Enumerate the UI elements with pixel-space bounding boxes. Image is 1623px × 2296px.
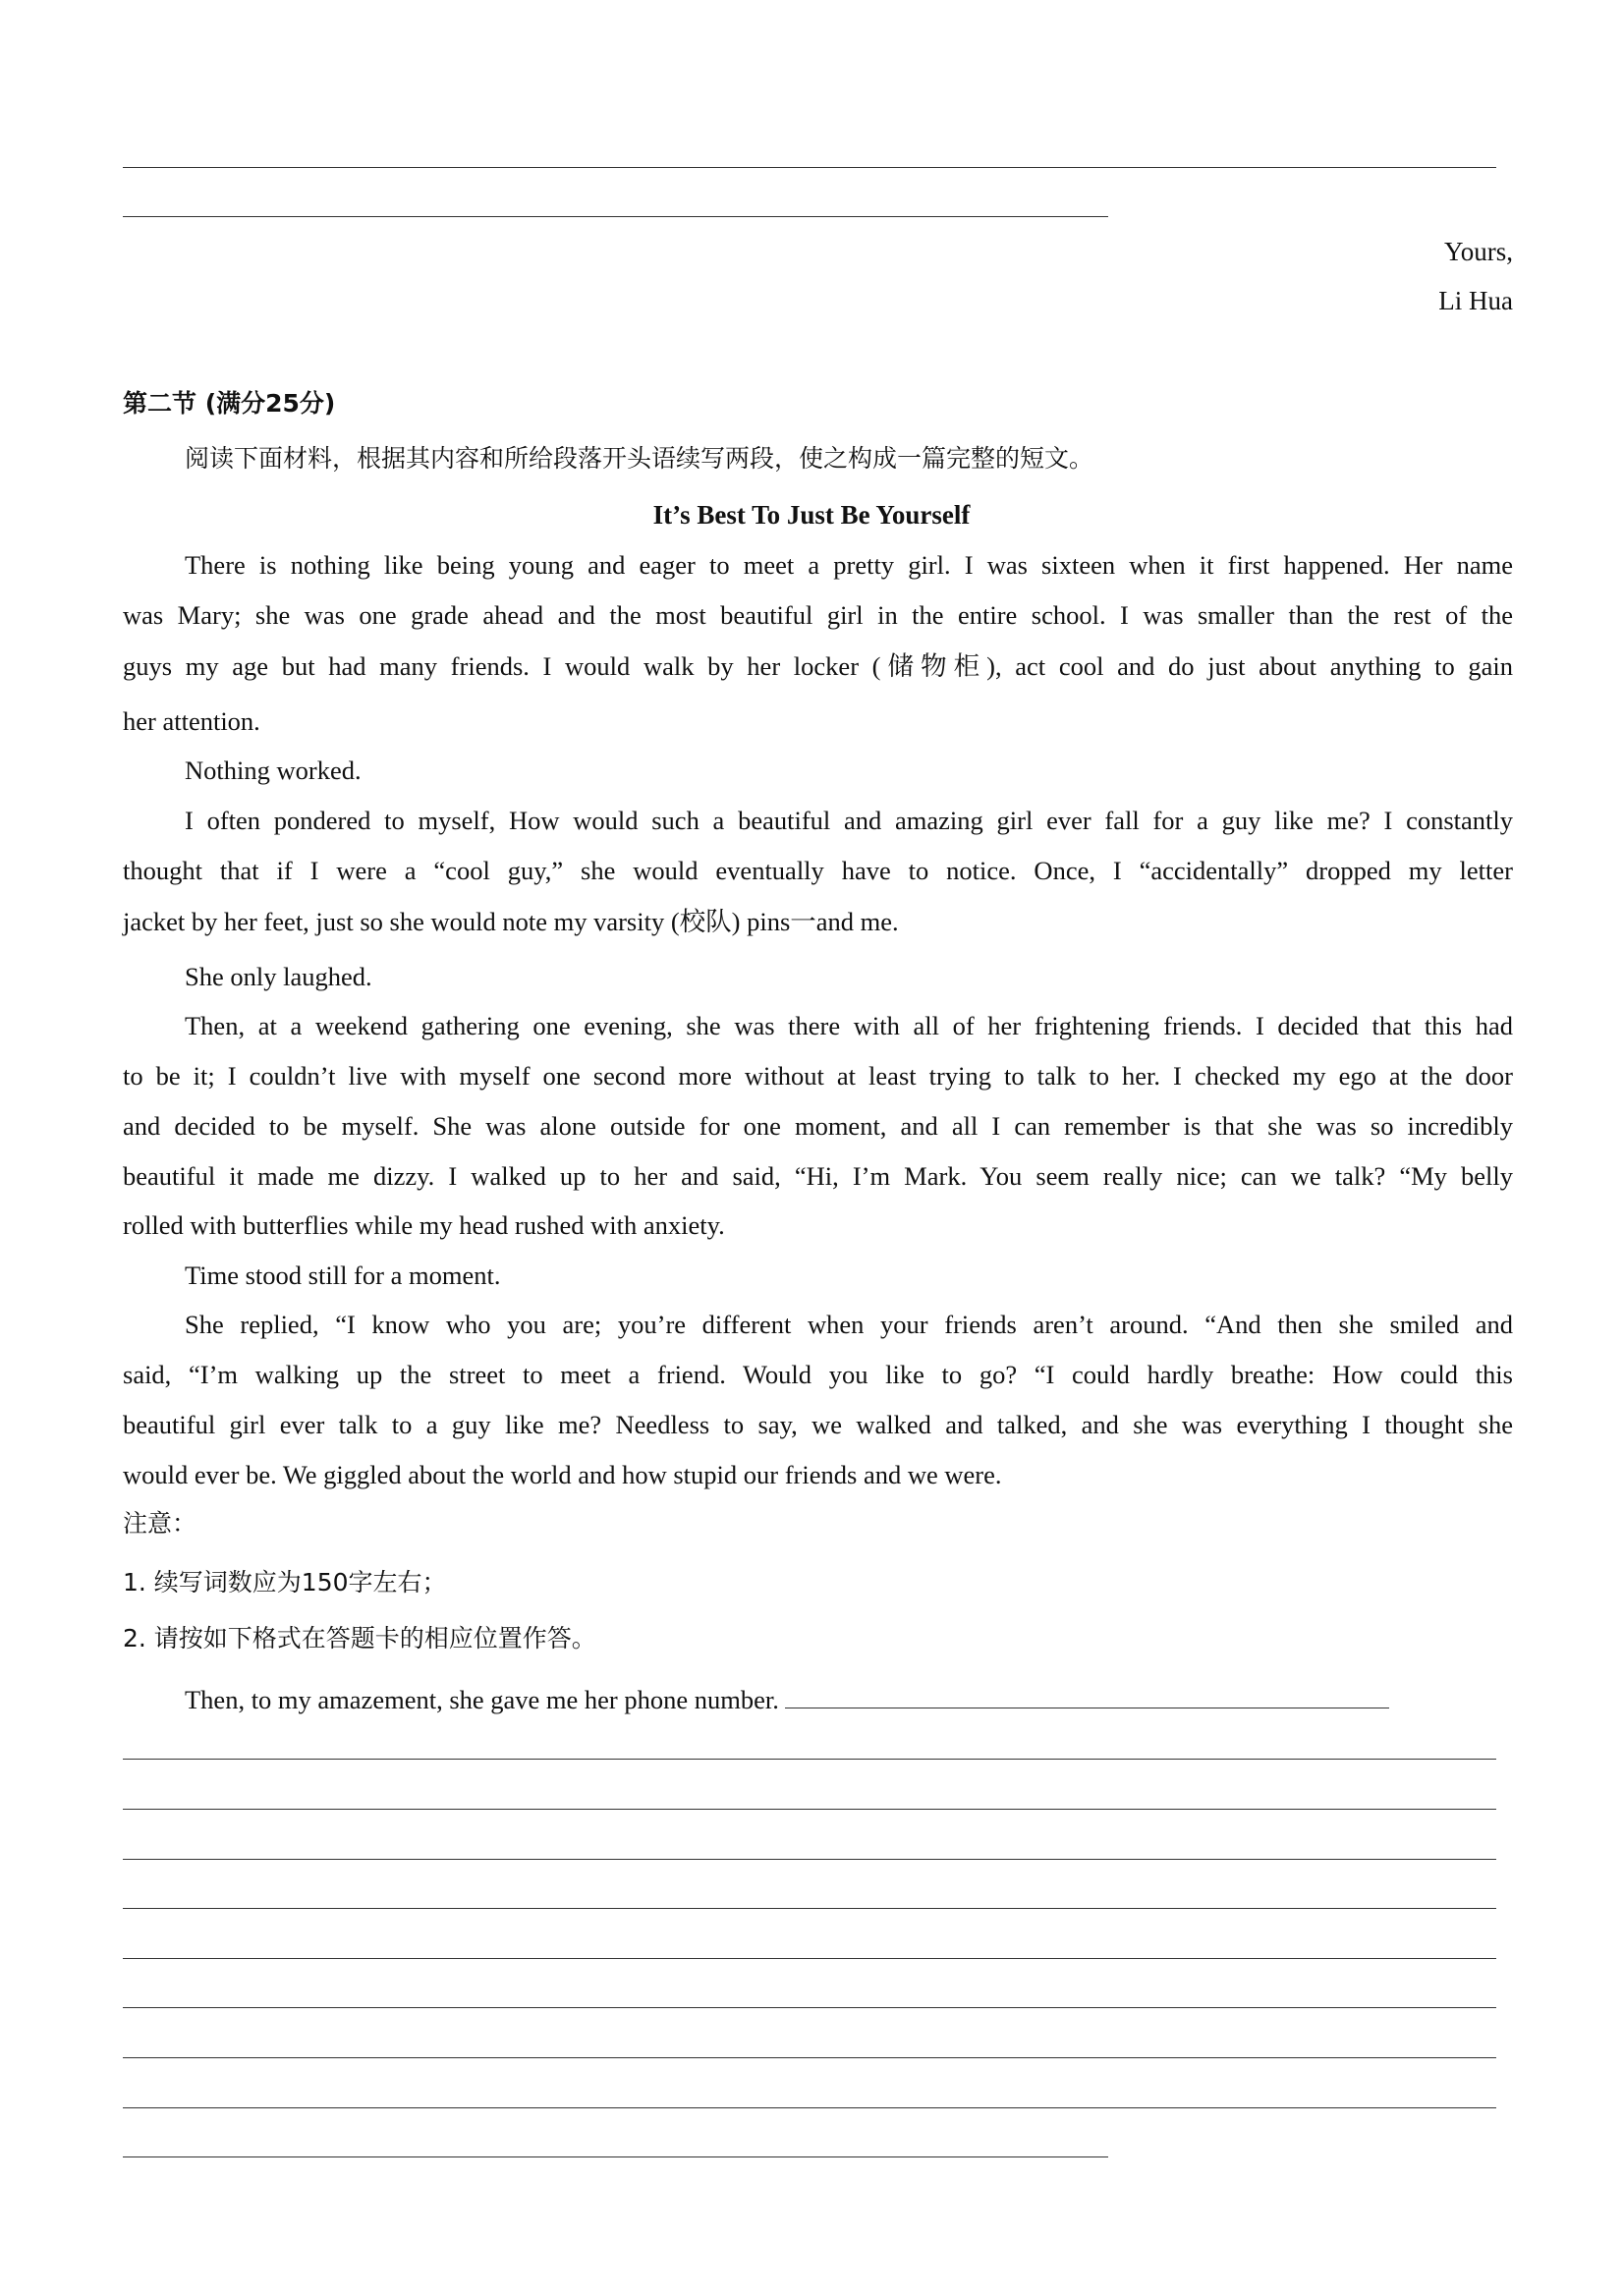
story-line: and decided to be myself. She was alone outside for one moment, and all I can remember is that she was so incredibly [123,1111,1513,1141]
answer-line[interactable] [123,1859,1496,1860]
answer-line[interactable] [123,1958,1496,1959]
notes-item: 2. 请按如下格式在答题卡的相应位置作答。 [123,1624,596,1652]
section-instruction: 阅读下面材料，根据其内容和所给段落开头语续写两段，使之构成一篇完整的短文。 [185,444,1094,473]
answer-line[interactable] [123,1809,1496,1810]
letter-signature: Li Hua [1438,286,1513,315]
answer-line[interactable] [123,2107,1496,2108]
story-line: to be it; I couldn’t live with myself one second more without at least trying to talk to her. I checked my ego at the door [123,1061,1513,1091]
story-line: I often pondered to myself, How would such a beautiful and amazing girl ever fall for a guy like me? I constantly [185,806,1513,835]
answer-blank[interactable] [785,1682,1389,1708]
story-line: was Mary; she was one grade ahead and the most beautiful girl in the entire school. I was smaller than the rest of the [123,600,1513,630]
story-line: rolled with butterflies while my head rushed with anxiety. [123,1210,725,1240]
answer-line[interactable] [123,2156,1108,2157]
section-heading: 第二节 (满分25分) [123,389,336,418]
notes-heading: 注意： [123,1509,197,1538]
story-line: Nothing worked. [185,756,362,785]
story-line: beautiful girl ever talk to a guy like me? Needless to say, we walked and talked, and she was everything I thought she [123,1410,1513,1439]
prompt-text: Then, to my amazement, she gave me her phone number. [185,1685,779,1714]
answer-line[interactable] [123,1759,1496,1760]
story-line: jacket by her feet, just so she would note my varsity (校队) pins一and me. [123,907,899,936]
story-line: She replied, “I know who you are; you’re different when your friends aren’t around. “And then she smiled and [185,1310,1513,1339]
story-line: her attention. [123,706,260,736]
answer-line[interactable] [123,2007,1496,2008]
answer-line [123,167,1496,168]
answer-line [123,216,1108,217]
story-line: There is nothing like being young and eager to meet a pretty girl. I was sixteen when it first happened. Her name [185,550,1513,580]
story-line: beautiful it made me dizzy. I walked up to her and said, “Hi, I’m Mark. You seem really nice; can we talk? “My belly [123,1161,1513,1191]
story-line: thought that if I were a “cool guy,” she would eventually have to notice. Once, I “accidentally” dropped my letter [123,856,1513,885]
story-line: Then, at a weekend gathering one evening, she was there with all of her frightening friends. I decided that this had [185,1011,1513,1040]
story-line: She only laughed. [185,962,372,991]
story-line: Time stood still for a moment. [185,1260,501,1290]
story-title: It’s Best To Just Be Yourself [652,500,971,530]
notes-item: 1. 续写词数应为150字左右； [123,1568,447,1596]
story-line: said, “I’m walking up the street to meet a friend. Would you like to go? “I could hardly breathe: How could this [123,1360,1513,1389]
story-line: guys my age but had many friends. I would walk by her locker (储物柜), act cool and do just about anything to gain [123,651,1513,681]
continuation-prompt [185,1682,1513,1713]
answer-line[interactable] [123,2057,1496,2058]
story-line: would ever be. We giggled about the world and how stupid our friends and we were. [123,1460,1002,1489]
answer-line[interactable] [123,1908,1496,1909]
letter-closing: Yours, [1443,237,1513,266]
